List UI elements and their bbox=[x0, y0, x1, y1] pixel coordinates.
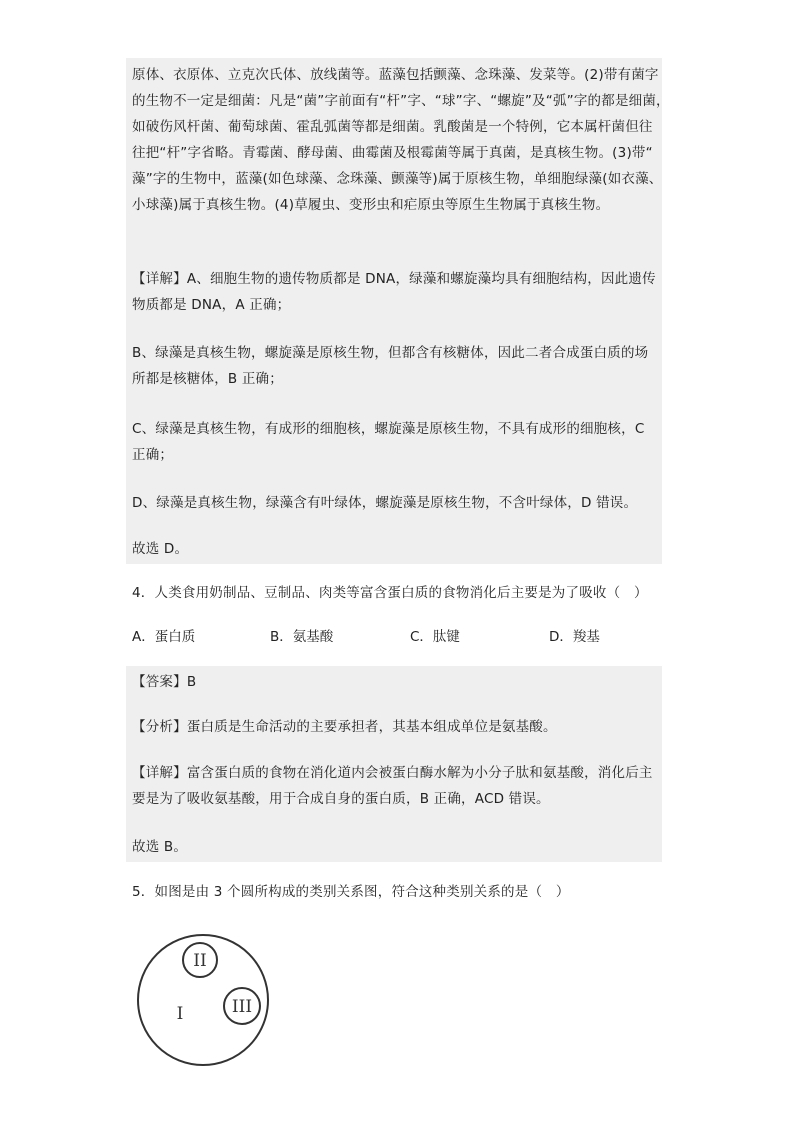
q4-option-d[interactable]: D．羧基 bbox=[549, 629, 600, 645]
detail-option-b: B、绿藻是真核生物，螺旋藻是原核生物，但都含有核糖体，因此二者合成蛋白质的场 所都是核糖体，B 正确； bbox=[132, 345, 649, 387]
text-line: 往把“杆”字省略。青霉菌、酵母菌、曲霉菌及根霉菌等属于真菌，是真核生物。(3)带“ bbox=[132, 145, 653, 161]
label-outer: I bbox=[176, 1004, 184, 1024]
detail-tag: 【详解】 bbox=[132, 765, 187, 781]
q4-option-c[interactable]: C．肽键 bbox=[410, 629, 460, 645]
answer-value: B bbox=[186, 674, 197, 690]
q4-option-a[interactable]: A．蛋白质 bbox=[132, 629, 196, 645]
analysis-tag: 【分析】 bbox=[132, 719, 187, 735]
detail-a-line1: A、细胞生物的遗传物质都是 DNA，绿藻和螺旋藻均具有细胞结构，因此遗传 bbox=[186, 271, 656, 287]
q4-answer bbox=[132, 669, 664, 695]
text-line: 小球藻)属于真核生物。(4)草履虫、变形虫和疟原虫等原生生物属于真核生物。 bbox=[132, 197, 610, 213]
choose-d: 故选 D。 bbox=[132, 541, 189, 557]
text-line: 原体、衣原体、立克次氏体、放线菌等。蓝藻包括颤藻、念珠藻、发菜等。(2)带有菌字 bbox=[132, 67, 659, 83]
text-line: 藻”字的生物中，蓝藻(如色球藻、念珠藻、颤藻等)属于原核生物，单细胞绿藻(如衣藻、 bbox=[132, 171, 663, 187]
answer-tag: 【答案】 bbox=[132, 674, 187, 690]
choose-b: 故选 B。 bbox=[132, 839, 188, 855]
label-top: II bbox=[193, 951, 207, 971]
q4-detail bbox=[132, 760, 664, 812]
detail-tag: 【详解】 bbox=[132, 271, 187, 287]
detail-option-d: D、绿藻是真核生物，绿藻含有叶绿体，螺旋藻是原核生物，不含叶绿体，D 错误。 bbox=[132, 495, 638, 511]
background-paragraph bbox=[132, 62, 670, 218]
label-right: III bbox=[231, 997, 253, 1017]
detail-a-line2: 物质都是 DNA，A 正确； bbox=[132, 297, 291, 313]
q4-analysis bbox=[132, 714, 664, 740]
venn-diagram bbox=[130, 925, 280, 1075]
question-4-stem: 4．人类食用奶制品、豆制品、肉类等富含蛋白质的食物消化后主要是为了吸收（ ） bbox=[132, 585, 648, 601]
detail-option-c: C、绿藻是真核生物，有成形的细胞核，螺旋藻是原核生物，不具有成形的细胞核，C 正确； bbox=[132, 421, 645, 463]
detail-option-a bbox=[132, 266, 664, 318]
text-line: 的生物不一定是细菌：凡是“菌”字前面有“杆”字、“球”字、“螺旋”及“弧”字的都是细菌， bbox=[132, 93, 670, 109]
question-5-stem: 5．如图是由 3 个圆所构成的类别关系图，符合这种类别关系的是（ ） bbox=[132, 884, 570, 900]
q4-option-b[interactable]: B．氨基酸 bbox=[270, 629, 334, 645]
analysis-text: 蛋白质是生命活动的主要承担者，其基本组成单位是氨基酸。 bbox=[186, 719, 557, 735]
q4-detail-line2: 要是为了吸收氨基酸，用于合成自身的蛋白质，B 正确，ACD 错误。 bbox=[132, 791, 550, 807]
text-line: 如破伤风杆菌、葡萄球菌、霍乱弧菌等都是细菌。乳酸菌是一个特例，它本属杆菌但往 bbox=[132, 119, 653, 135]
q4-detail-line1: 富含蛋白质的食物在消化道内会被蛋白酶水解为小分子肽和氨基酸，消化后主 bbox=[186, 765, 653, 781]
